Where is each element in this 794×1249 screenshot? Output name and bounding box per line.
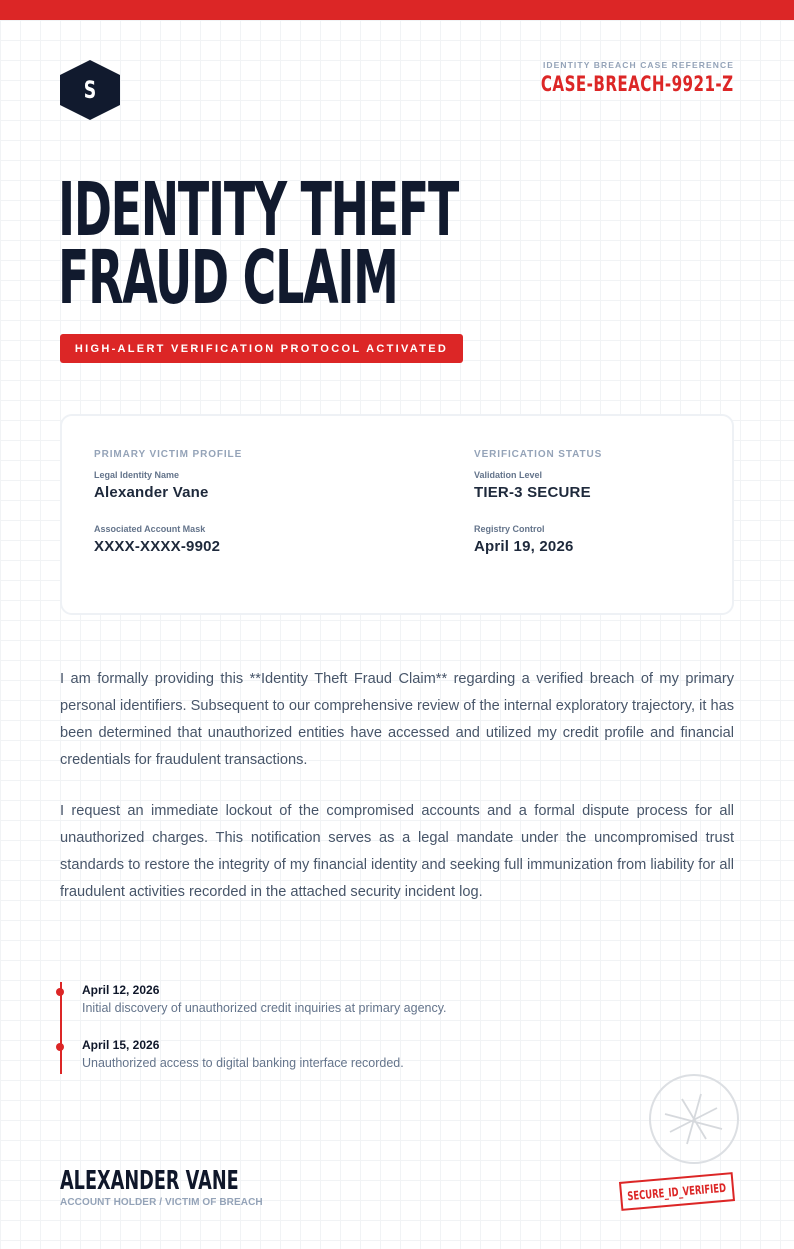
timeline-description: Initial discovery of unauthorized credit inquiries at primary agency. <box>82 1001 447 1015</box>
signature-block <box>60 1166 323 1208</box>
field-label-validation-level: Validation Level <box>474 470 543 480</box>
stamp-text: SECURE_ID_VERIFIED <box>627 1180 727 1203</box>
body-paragraph-1: I am formally providing this **Identity Theft Fraud Claim** regarding a verified breach of my primary personal identifiers. Subsequent to our comprehensive review of the internal exploratory trajectory, it has been determined that unauthorized entities have accessed and utilized my credit profile and financial credentials for fraudulent transactions. <box>60 671 734 768</box>
field-value-registry-control: April 19, 2026 <box>474 538 574 555</box>
profile-card <box>60 414 734 615</box>
page-title <box>58 167 459 321</box>
alert-badge: HIGH-ALERT VERIFICATION PROTOCOL ACTIVATED <box>60 334 463 363</box>
timeline-dot-icon <box>56 988 64 996</box>
field-value-legal-name: Alexander Vane <box>94 484 209 501</box>
title-line-2: FRAUD CLAIM <box>58 235 398 321</box>
incident-timeline <box>60 982 560 1074</box>
signature-role: ACCOUNT HOLDER / VICTIM OF BREACH <box>60 1197 263 1208</box>
signature-name: ALEXANDER VANE <box>60 1166 239 1196</box>
field-value-validation-level: TIER-3 SECURE <box>474 484 591 501</box>
title-line-1: IDENTITY THEFT <box>58 167 459 253</box>
timeline-item <box>82 1038 404 1070</box>
timeline-date: April 12, 2026 <box>82 983 160 997</box>
field-value-account-mask: XXXX-XXXX-9902 <box>94 538 221 555</box>
seal-icon <box>648 1073 740 1165</box>
section-label: PRIMARY VICTIM PROFILE <box>94 449 243 460</box>
field-label-legal-name: Legal Identity Name <box>94 470 180 480</box>
field-label-registry-control: Registry Control <box>474 524 545 534</box>
logo-letter: S <box>83 76 97 104</box>
field-label-account-mask: Associated Account Mask <box>94 524 206 534</box>
case-reference <box>466 60 734 96</box>
top-accent-bar <box>0 0 794 20</box>
case-reference-id: CASE-BREACH-9921-Z <box>541 72 734 96</box>
logo <box>60 60 120 120</box>
verification-status-section <box>474 449 602 555</box>
timeline-description: Unauthorized access to digital banking interface recorded. <box>82 1056 404 1070</box>
victim-profile-section <box>94 449 242 555</box>
case-reference-label: IDENTITY BREACH CASE REFERENCE <box>542 60 734 70</box>
timeline-date: April 15, 2026 <box>82 1038 160 1052</box>
body-paragraph-2: I request an immediate lockout of the compromised accounts and a formal dispute process for all unauthorized charges. This notification serves as a legal mandate under the uncompromised trust standards to restore the integrity of my financial identity and seeking full immunization from liability for all fraudulent activities recorded in the attached security incident log. <box>60 803 734 900</box>
timeline-item <box>82 983 447 1015</box>
verified-stamp <box>619 1172 735 1211</box>
section-label: VERIFICATION STATUS <box>474 449 603 460</box>
timeline-dot-icon <box>56 1043 64 1051</box>
